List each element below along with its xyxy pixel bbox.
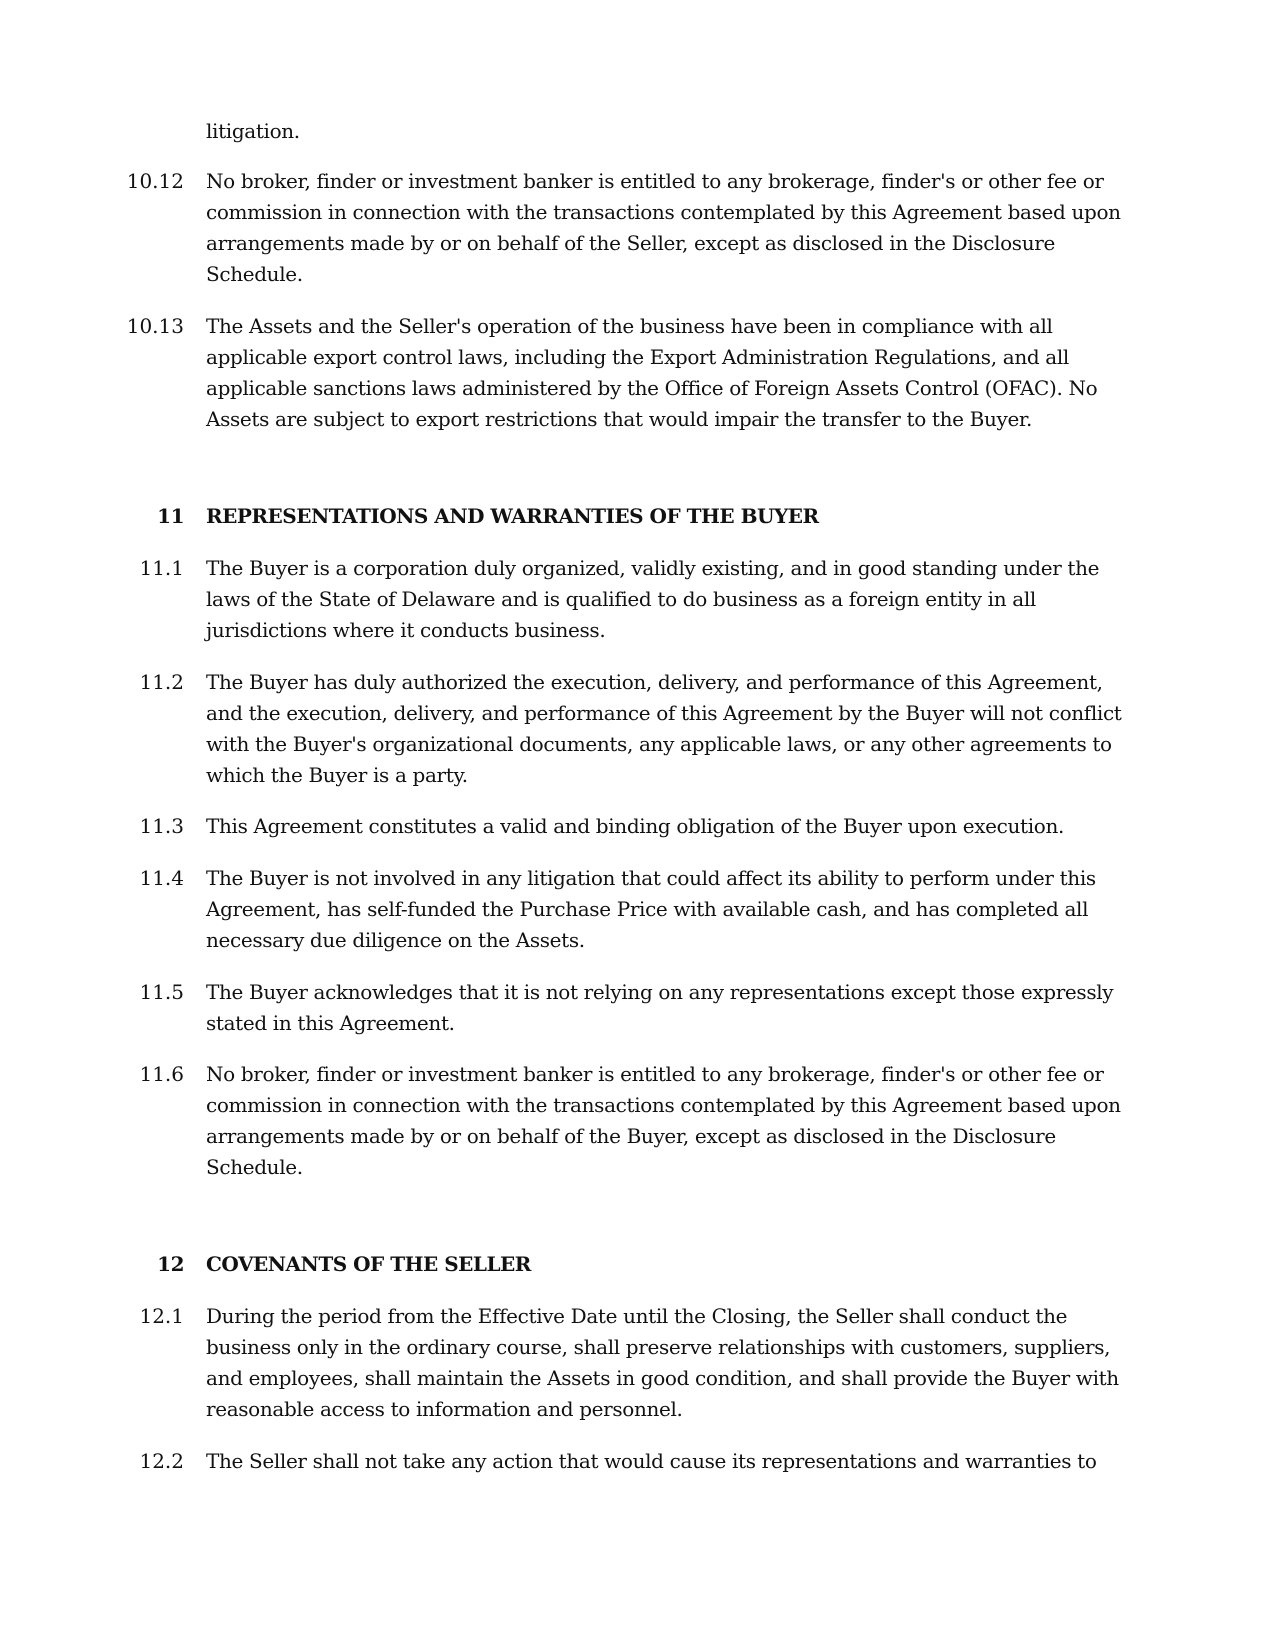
clause-number: 11.4	[139, 866, 184, 890]
section-number: 12	[157, 1252, 184, 1276]
clause-text: The Assets and the Seller's operation of the business have been in compliance with all applicable export control laws, including the Export Administration Regulations, and all applicable sanctions laws administered by the Office of Foreign Assets Control (OFAC). No Assets are subject to export restrictions that would impair the transfer to the Buyer.	[206, 314, 1098, 431]
clause-number: 10.12	[126, 169, 184, 193]
section-number: 11	[157, 504, 184, 528]
clause-number: 12.1	[139, 1304, 184, 1328]
section-title: REPRESENTATIONS AND WARRANTIES OF THE BUYER	[206, 504, 819, 528]
clause-number: 11.6	[139, 1062, 184, 1086]
clause-text: No broker, finder or investment banker is entitled to any brokerage, finder's or other fee or commission in connection with the transactions contemplated by this Agreement based upon arrangements made by or on behalf of the Buyer, except as disclosed in the Disclosure Schedule.	[206, 1062, 1121, 1179]
clause-text: This Agreement constitutes a valid and binding obligation of the Buyer upon execution.	[206, 814, 1064, 838]
clause-number: 11.3	[139, 814, 184, 838]
paragraph-text: litigation.	[206, 119, 300, 143]
clause-number: 10.13	[126, 314, 184, 338]
clause-text: The Seller shall not take any action that would cause its representations and warranties to	[206, 1449, 1097, 1473]
clause-number: 11.5	[139, 980, 184, 1004]
clause-number: 12.2	[139, 1449, 184, 1473]
clause-number: 11.2	[139, 670, 184, 694]
clause-text: The Buyer has duly authorized the execution, delivery, and performance of this Agreement, and the execution, delivery, and performance of this Agreement by the Buyer will not conflict with the Buyer's organizational documents, any applicable laws, or any other agreements to which the Buyer is a party.	[206, 670, 1122, 787]
clause-number: 11.1	[139, 556, 184, 580]
clause-text: The Buyer acknowledges that it is not relying on any representations except those expressly stated in this Agreement.	[206, 980, 1114, 1035]
clause-text: The Buyer is a corporation duly organized, validly existing, and in good standing under the laws of the State of Delaware and is qualified to do business as a foreign entity in all jurisdictions where it conducts business.	[206, 556, 1100, 642]
clause-text: During the period from the Effective Date until the Closing, the Seller shall conduct the business only in the ordinary course, shall preserve relationships with customers, suppliers, and employees, shall maintain the Assets in good condition, and shall provide the Buyer with reasonable access to information and personnel.	[206, 1304, 1119, 1421]
section-title: COVENANTS OF THE SELLER	[206, 1252, 531, 1276]
clause-text: No broker, finder or investment banker is entitled to any brokerage, finder's or other fee or commission in connection with the transactions contemplated by this Agreement based upon arrangements made by or on behalf of the Seller, except as disclosed in the Disclosure Schedule.	[206, 169, 1121, 286]
clause-text: The Buyer is not involved in any litigation that could affect its ability to perform under this Agreement, has self-funded the Purchase Price with available cash, and has completed all necessary due diligence on the Assets.	[206, 866, 1096, 952]
